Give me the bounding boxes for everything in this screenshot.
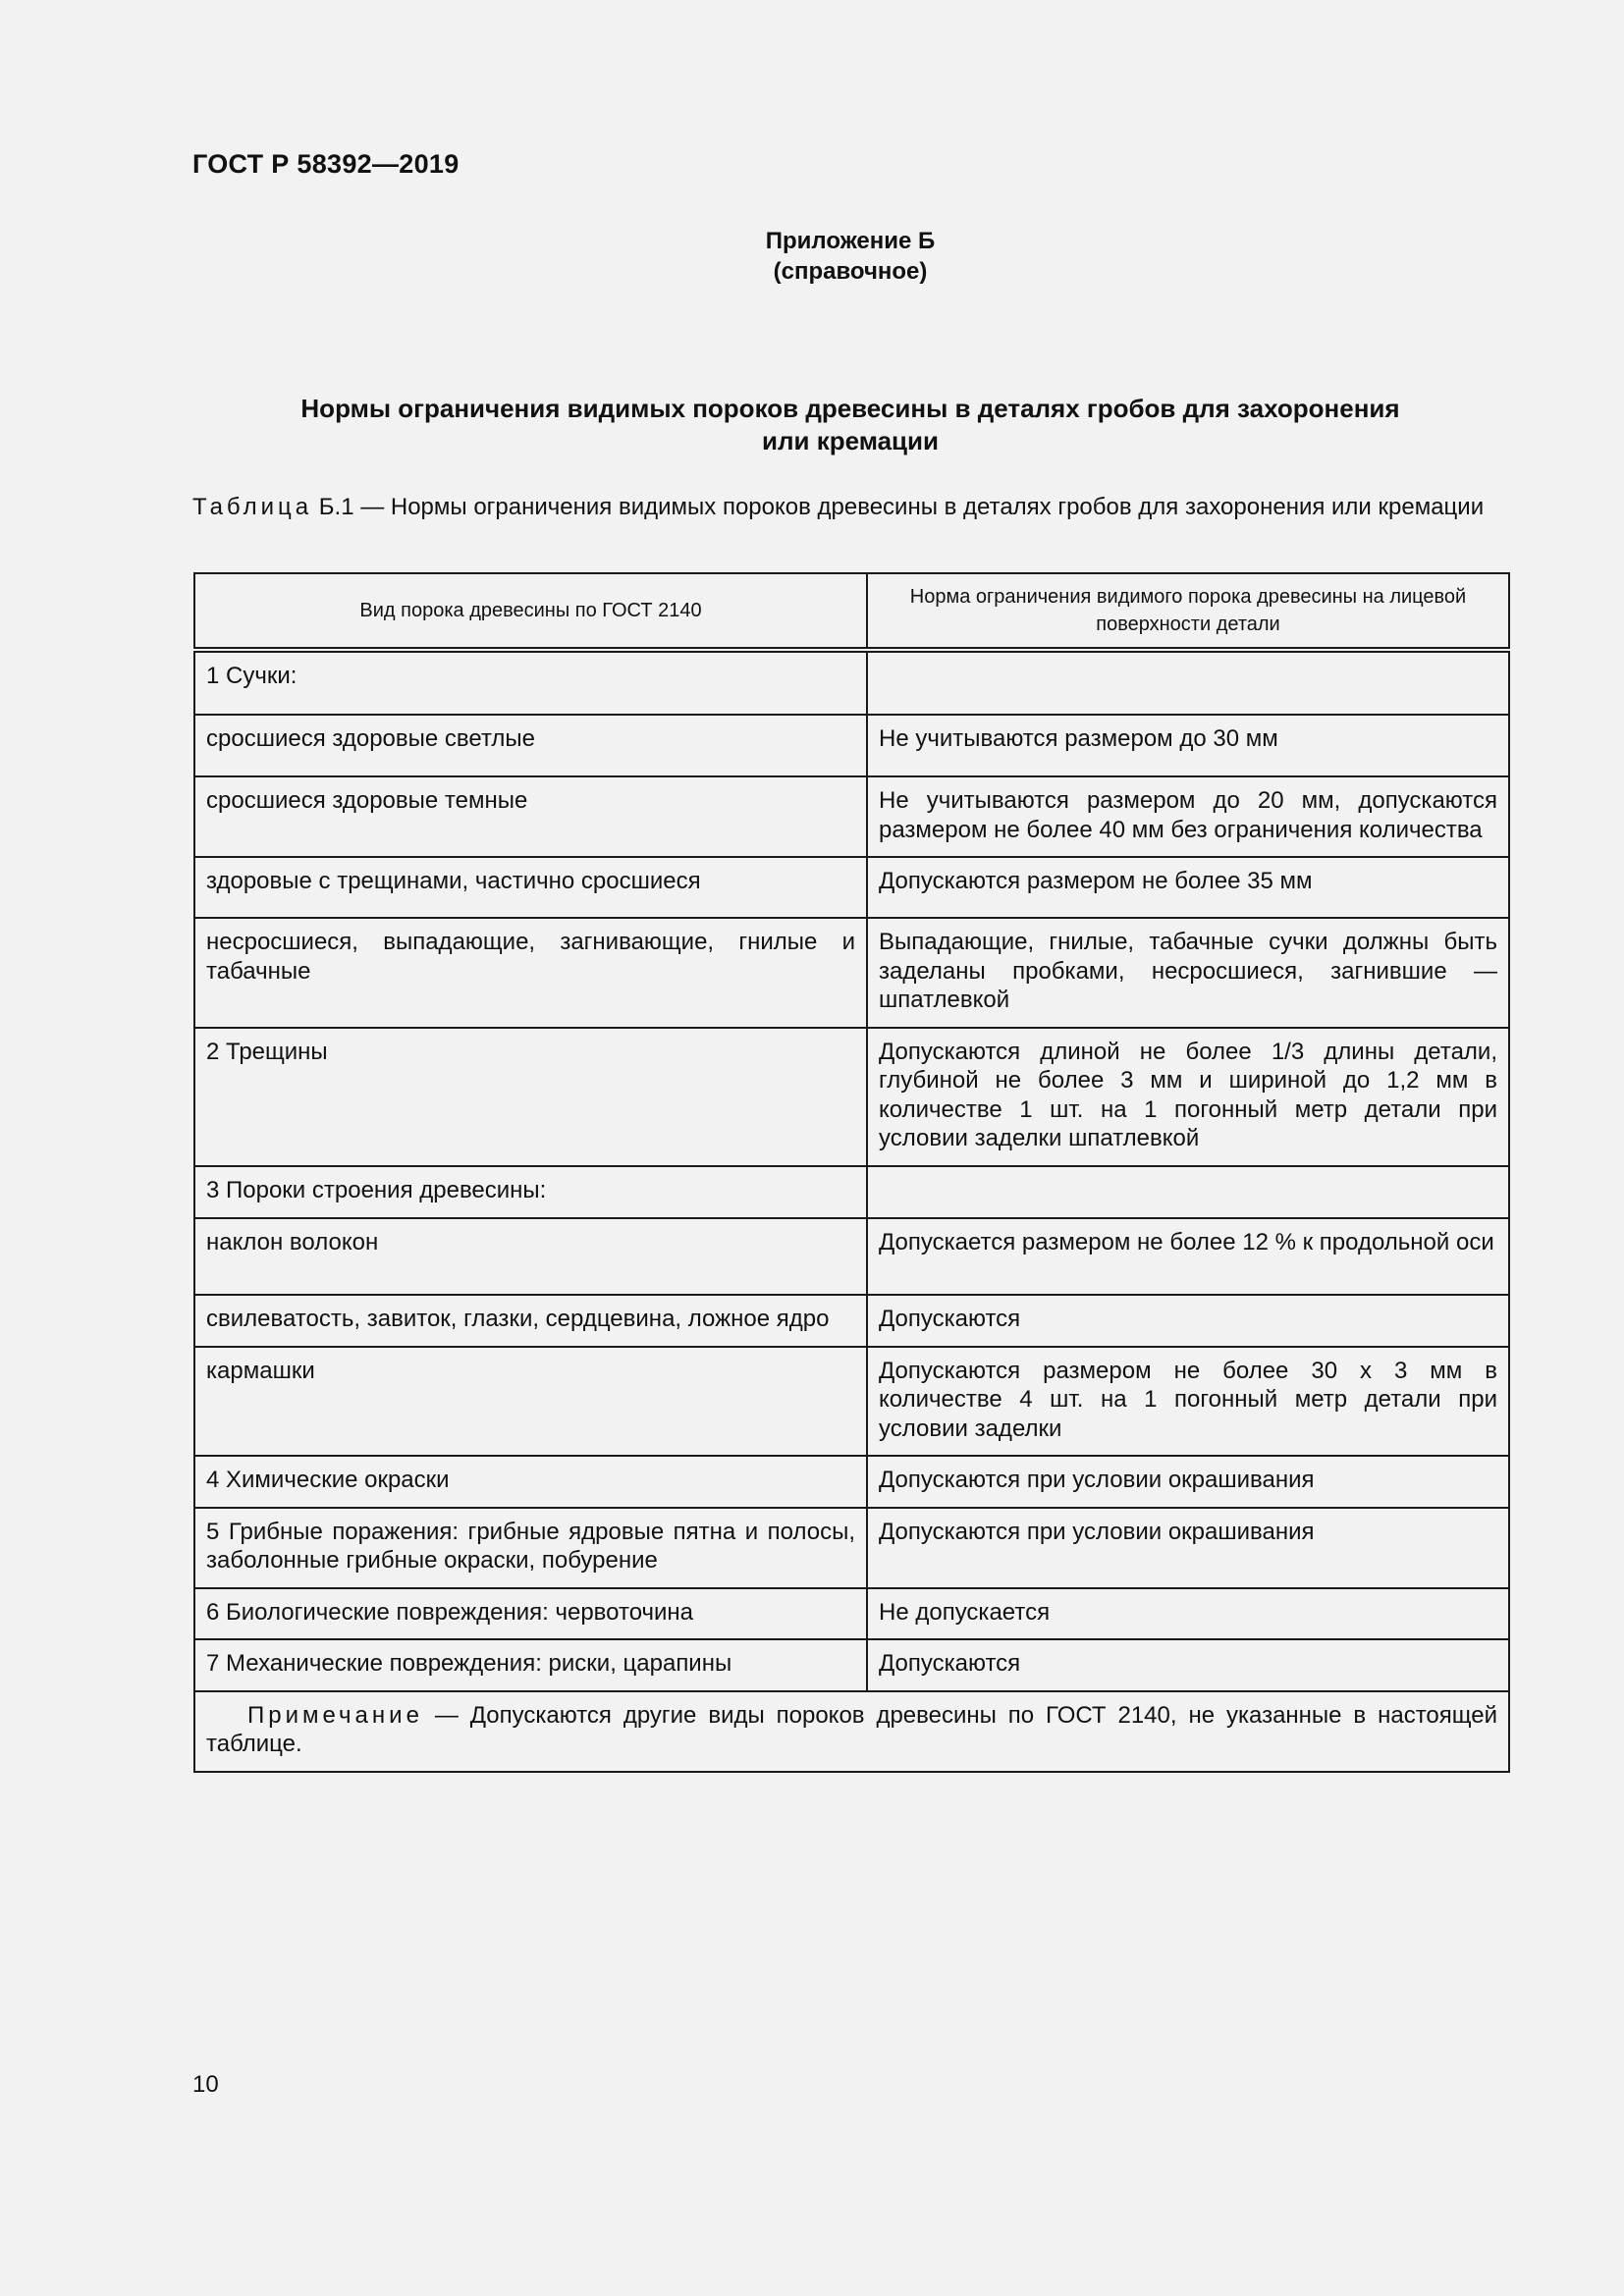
norm-cell: Не учитываются размером до 30 мм (867, 715, 1509, 776)
norm-cell: Допускаются длиной не более 1/3 длины детали, глубиной не более 3 мм и шириной до 1,2 мм в количестве 1 шт. на 1 погонный метр детали при условии заделки шпатлевкой (867, 1028, 1509, 1166)
norm-cell: Допускаются (867, 1639, 1509, 1691)
norm-cell: Допускается размером не более 12 % к продольной оси (867, 1218, 1509, 1295)
title-line-1: Нормы ограничения видимых пороков древесины в деталях гробов для захоронения (300, 394, 1400, 423)
table-row (194, 1347, 1509, 1457)
appendix-title: Приложение Б (765, 228, 936, 254)
defect-cell: 1 Сучки: (194, 650, 867, 715)
norm-cell: Выпадающие, гнилые, табачные сучки должны быть заделаны пробками, несросшиеся, загнившие — шпатлевкой (867, 918, 1509, 1028)
table-row (194, 715, 1509, 776)
defect-cell: свилеватость, завиток, глазки, сердцевина, ложное ядро (194, 1295, 867, 1347)
norm-cell (867, 1166, 1509, 1218)
table-row (194, 1456, 1509, 1508)
caption-text: Б.1 — Нормы ограничения видимых пороков древесины в деталях гробов для захоронения или кремации (312, 494, 1485, 520)
norm-cell: Не допускается (867, 1588, 1509, 1640)
norm-cell (867, 650, 1509, 715)
table-row (194, 1639, 1509, 1691)
norm-cell: Не учитываются размером до 20 мм, допускаются размером не более 40 мм без ограничения количества (867, 776, 1509, 857)
appendix-type: (справочное) (773, 258, 928, 285)
table-row (194, 1028, 1509, 1166)
defect-cell: 6 Биологические повреждения: червоточина (194, 1588, 867, 1640)
defect-cell: 7 Механические повреждения: риски, царапины (194, 1639, 867, 1691)
table-row (194, 1166, 1509, 1218)
table-row (194, 1588, 1509, 1640)
note-text: — Допускаются другие виды пороков древесины по ГОСТ 2140, не указанные в настоящей таблице. (206, 1701, 1497, 1757)
norms-table (193, 572, 1510, 1773)
title-line-2: или кремации (761, 426, 940, 455)
appendix-heading (0, 226, 1624, 287)
defect-cell: наклон волокон (194, 1218, 867, 1295)
table-row (194, 1295, 1509, 1347)
header-defect-type: Вид порока древесины по ГОСТ 2140 (194, 573, 867, 650)
defect-cell: 5 Грибные поражения: грибные ядровые пятна и полосы, заболонные грибные окраски, побурение (194, 1508, 867, 1588)
table-row (194, 1508, 1509, 1588)
header-norm: Норма ограничения видимого порока древесины на лицевой поверхности детали (867, 573, 1509, 650)
norm-cell: Допускаются размером не более 30 х 3 мм в количестве 4 шт. на 1 погонный метр детали при условии заделки (867, 1347, 1509, 1457)
defect-cell: 2 Трещины (194, 1028, 867, 1166)
table-row (194, 776, 1509, 857)
table-header-row (194, 573, 1509, 650)
table-row (194, 650, 1509, 715)
defect-cell: сросшиеся здоровые темные (194, 776, 867, 857)
defect-cell: 4 Химические окраски (194, 1456, 867, 1508)
norm-cell: Допускаются (867, 1295, 1509, 1347)
page-title (192, 393, 1508, 457)
note-label: Примечание (247, 1701, 423, 1729)
norm-cell: Допускаются при условии окрашивания (867, 1508, 1509, 1588)
defect-cell: 3 Пороки строения древесины: (194, 1166, 867, 1218)
caption-label: Таблица (192, 494, 313, 520)
defect-cell: несросшиеся, выпадающие, загнивающие, гнилые и табачные (194, 918, 867, 1028)
document-code: ГОСТ Р 58392—2019 (192, 149, 460, 179)
table-caption (192, 493, 1508, 522)
table-row (194, 1218, 1509, 1295)
table-note-row (194, 1691, 1509, 1772)
table-row (194, 857, 1509, 918)
defect-cell: кармашки (194, 1347, 867, 1457)
table-note (194, 1691, 1509, 1772)
table-row (194, 918, 1509, 1028)
norm-cell: Допускаются при условии окрашивания (867, 1456, 1509, 1508)
page-number: 10 (192, 2071, 219, 2098)
norm-cell: Допускаются размером не более 35 мм (867, 857, 1509, 918)
defect-cell: здоровые с трещинами, частично сросшиеся (194, 857, 867, 918)
defect-cell: сросшиеся здоровые светлые (194, 715, 867, 776)
